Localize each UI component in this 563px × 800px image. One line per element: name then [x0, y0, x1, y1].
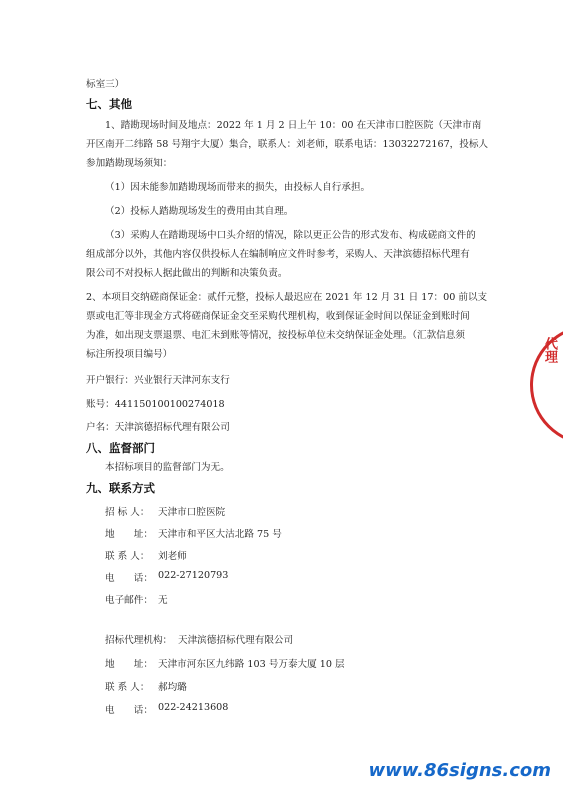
contact-label: 地 址：: [105, 529, 153, 540]
text-line: 标室三）: [86, 79, 125, 90]
text-line: 标注所投项目编号）: [86, 349, 173, 360]
contact-label: 联 系 人：: [105, 682, 150, 693]
text-line: 账号：441150100100274018: [86, 399, 225, 410]
contact-label: 电 话：: [105, 705, 153, 716]
text-line: （2）投标人踏勘现场发生的费用由其自理。: [105, 206, 294, 217]
section-heading-contact: 九、联系方式: [86, 481, 155, 495]
contact-value: 刘老师: [158, 551, 187, 562]
stamp-text: 代理: [542, 337, 557, 363]
text-line: 组成部分以外，其他内容仅供投标人在编制响应文件时参考，采购人、天津滨德招标代理有: [86, 249, 470, 260]
text-line: 开户银行：兴业银行天津河东支行: [86, 375, 230, 386]
text-line: 本招标项目的监督部门为无。: [105, 462, 230, 473]
watermark: www.86signs.com: [368, 760, 551, 781]
text-line: （3）采购人在踏勘现场中口头介绍的情况，除以更正公告的形式发布、构成磋商文件的: [105, 230, 476, 241]
contact-value: 022-24213608: [158, 702, 229, 713]
contact-label: 招 标 人：: [105, 507, 150, 518]
contact-label: 电子邮件：: [105, 595, 153, 606]
contact-value: 无: [158, 595, 168, 606]
text-line: 1、踏勘现场时间及地点：2022 年 1 月 2 日上午 10：00 在天津市口腔医院（天津市南: [105, 120, 482, 131]
contact-label: 地 址：: [105, 659, 153, 670]
text-line: 为准，如出现支票退票、电汇未到账等情况，按投标单位未交纳保证金处理。（汇款信息须: [86, 330, 465, 341]
stamp-seal: [530, 325, 563, 445]
contact-value: 天津滨德招标代理有限公司: [178, 635, 294, 646]
contact-label: 电 话：: [105, 573, 153, 584]
text-line: 2、本项目交纳磋商保证金：贰仟元整，投标人最迟应在 2021 年 12 月 31 日 17：00 前以支: [86, 292, 488, 303]
contact-value: 郝均璐: [158, 682, 187, 693]
section-heading-other: 七、其他: [86, 97, 132, 111]
text-line: 票或电汇等非现金方式将磋商保证金交至采购代理机构，收到保证金时间以保证金到账时间: [86, 311, 470, 322]
section-heading-supervision: 八、监督部门: [86, 441, 155, 455]
contact-value: 天津市河东区九纬路 103 号万泰大厦 10 层: [158, 659, 345, 670]
text-line: 开区南开二纬路 58 号翔宇大厦）集合，联系人：刘老师，联系电话：13032272167，投标人: [86, 139, 489, 150]
contact-label: 招标代理机构：: [105, 635, 173, 646]
text-line: （1）因未能参加踏勘现场而带来的损失，由投标人自行承担。: [105, 182, 371, 193]
text-line: 户名：天津滨德招标代理有限公司: [86, 422, 230, 433]
text-line: 参加踏勘现场须知：: [86, 158, 173, 169]
contact-value: 022-27120793: [158, 570, 229, 581]
contact-value: 天津市口腔医院: [158, 507, 226, 518]
contact-value: 天津市和平区大沽北路 75 号: [158, 529, 282, 540]
contact-label: 联 系 人：: [105, 551, 150, 562]
text-line: 限公司不对投标人据此做出的判断和决策负责。: [86, 268, 288, 279]
